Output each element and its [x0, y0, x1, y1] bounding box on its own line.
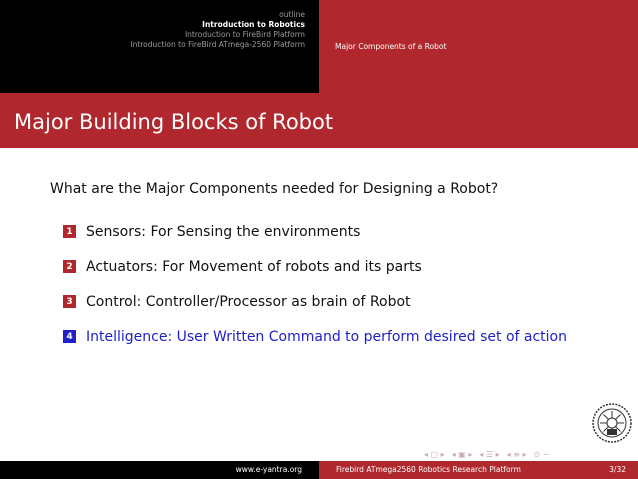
section-nav	[130, 10, 305, 50]
item-number: 2	[63, 260, 76, 273]
headline-right	[319, 0, 638, 93]
iit-bombay-logo	[591, 402, 633, 444]
footline-bar	[0, 461, 638, 479]
page-number: 3/32	[609, 465, 626, 474]
list-item	[63, 249, 610, 284]
footer-website: www.e-yantra.org	[235, 465, 302, 474]
list-item	[63, 214, 610, 249]
nav-item-intro-robotics[interactable]: Introduction to Robotics	[202, 20, 305, 29]
headline-left	[0, 0, 319, 93]
question-text: What are the Major Components needed for Designing a Robot?	[50, 181, 499, 197]
item-text: Intelligence: User Written Command to perform desired set of action	[86, 328, 567, 345]
beamer-nav-symbols	[424, 450, 549, 459]
frame-title-bar	[0, 93, 638, 148]
nav-search-icon[interactable]: ⊙ ∽	[533, 450, 550, 459]
nav-section-icon[interactable]: ◂ ☰ ▸	[479, 450, 500, 459]
nav-item-outline[interactable]: outline	[279, 10, 305, 19]
nav-frame-next-icon[interactable]: ◂ ≡ ▸	[506, 450, 527, 459]
nav-subsection-icon[interactable]: ◂ ▣ ▸	[451, 450, 473, 459]
page-title: Major Building Blocks of Robot	[14, 110, 334, 134]
slide-content	[50, 181, 610, 354]
item-number: 4	[63, 330, 76, 343]
headline-bar	[0, 0, 638, 93]
nav-item-intro-firebird[interactable]: Introduction to FireBird Platform	[184, 30, 305, 39]
components-list	[63, 214, 610, 354]
footline-right	[319, 461, 638, 479]
subsection-link[interactable]: Major Components of a Robot	[335, 42, 447, 51]
item-text: Sensors: For Sensing the environments	[86, 223, 361, 240]
item-number: 3	[63, 295, 76, 308]
item-text: Control: Controller/Processor as brain of Robot	[86, 293, 411, 310]
footer-title: Firebird ATmega2560 Robotics Research Platform	[336, 465, 521, 474]
nav-frame-prev-icon[interactable]: ◂ ▢ ▸	[424, 450, 445, 459]
item-text: Actuators: For Movement of robots and its parts	[86, 258, 422, 275]
item-number: 1	[63, 225, 76, 238]
footline-left	[0, 461, 319, 479]
list-item-highlighted	[63, 319, 610, 354]
list-item	[63, 284, 610, 319]
nav-item-intro-atmega[interactable]: Introduction to FireBird ATmega-2560 Platform	[130, 40, 305, 49]
